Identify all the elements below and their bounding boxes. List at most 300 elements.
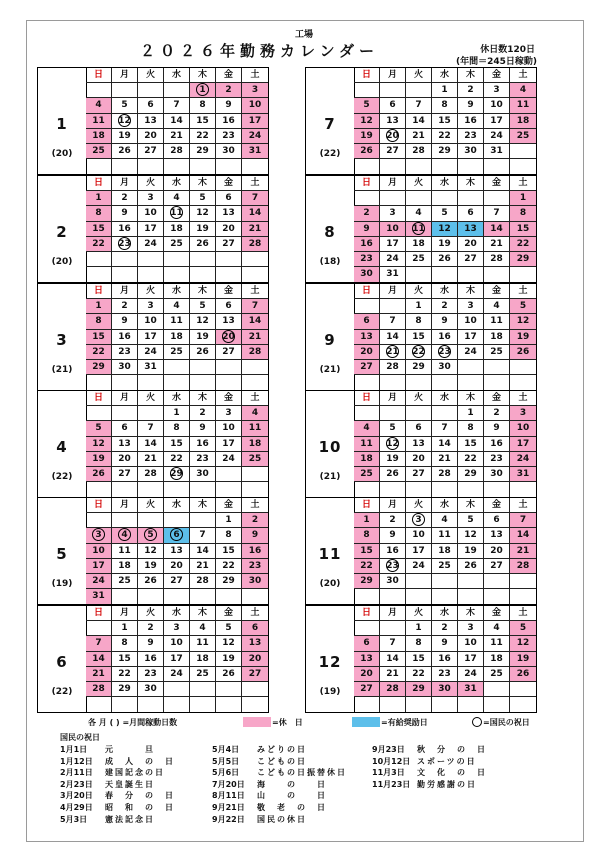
holiday-name: 国民の休日: [257, 814, 307, 824]
holiday-entry: [60, 779, 175, 791]
holiday-name: 海 の 日: [257, 779, 327, 789]
empty-cell: [216, 697, 242, 712]
empty-cell: [112, 697, 138, 712]
day-cell: 15: [86, 330, 112, 344]
week-row: [354, 667, 536, 682]
day-cell: 14: [138, 437, 164, 451]
day-cell: 18: [432, 544, 458, 558]
day-cell: 8: [510, 206, 536, 220]
weekday-header-row: [354, 68, 536, 83]
weekday-header: 水: [432, 68, 458, 82]
weekday-header-row: [354, 284, 536, 299]
day-cell: 25: [432, 559, 458, 573]
empty-cell: [432, 267, 458, 282]
day-cell: 1: [86, 191, 112, 205]
weekday-header: 金: [216, 68, 242, 82]
month-grid: [86, 176, 268, 282]
empty-cell: [354, 482, 380, 497]
holiday-name: 文 化 の 日: [417, 768, 487, 778]
day-cell: 3: [458, 299, 484, 313]
day-cell: 14: [510, 528, 536, 542]
month-workdays: (22): [51, 687, 73, 697]
month-workdays: (21): [51, 365, 73, 375]
holiday-entry: [60, 814, 175, 826]
empty-cell: [164, 513, 190, 527]
day-cell: 9: [190, 421, 216, 435]
empty-cell: [380, 299, 406, 313]
day-cell: 25: [406, 252, 432, 266]
holiday-date: 5月6日: [212, 768, 240, 778]
day-cell: 8: [86, 314, 112, 328]
day-cell: 20: [406, 452, 432, 466]
empty-cell: [190, 267, 216, 282]
day-cell: 18: [164, 330, 190, 344]
holiday-entry: [60, 756, 175, 768]
day-cell: 17: [458, 652, 484, 666]
weekday-header: 月: [112, 284, 138, 298]
week-row: [86, 667, 268, 682]
holiday-entry: [60, 767, 175, 779]
weekday-header: 金: [484, 284, 510, 298]
week-row: [86, 452, 268, 467]
empty-cell: [112, 252, 138, 266]
day-cell: 22: [164, 452, 190, 466]
week-row: [354, 574, 536, 589]
day-cell: 21: [242, 330, 268, 344]
month-block-6: [37, 605, 269, 713]
weekday-header-row: [86, 176, 268, 191]
month-label-cell: [38, 498, 87, 604]
day-cell: 24: [138, 345, 164, 359]
day-cell: 2: [242, 513, 268, 527]
day-cell: 8: [86, 206, 112, 220]
week-row: [354, 528, 536, 543]
day-cell: 12: [458, 528, 484, 542]
day-cell: 26: [510, 345, 536, 359]
empty-cell: [406, 159, 432, 174]
empty-cell: [164, 159, 190, 174]
month-workdays: (20): [51, 149, 73, 159]
month-block-8: [305, 175, 537, 283]
weekday-header: 日: [354, 176, 380, 190]
empty-cell: [190, 252, 216, 266]
week-row: [354, 513, 536, 528]
day-cell: 20: [354, 345, 380, 359]
weekday-header: 火: [406, 68, 432, 82]
day-cell: 31: [380, 267, 406, 282]
day-cell: 10: [484, 98, 510, 112]
empty-cell: [190, 482, 216, 497]
weekday-header: 木: [458, 176, 484, 190]
week-row: [354, 589, 536, 604]
weekday-header: 月: [112, 176, 138, 190]
day-cell: 11: [484, 636, 510, 650]
month-label-cell: [38, 176, 87, 282]
day-cell: 2: [432, 299, 458, 313]
day-cell: 21: [164, 129, 190, 143]
day-cell: 20: [242, 652, 268, 666]
day-cell: 14: [242, 314, 268, 328]
empty-cell: [86, 83, 112, 97]
day-cell: 9: [432, 314, 458, 328]
day-cell: 9: [112, 206, 138, 220]
day-cell: 7: [432, 421, 458, 435]
week-row: [86, 314, 268, 329]
holiday-date: 11月3日: [372, 768, 405, 778]
empty-cell: [86, 513, 112, 527]
week-row: [354, 222, 536, 237]
day-cell: 5: [86, 421, 112, 435]
day-cell: 26: [190, 237, 216, 251]
day-cell: 19: [138, 559, 164, 573]
holiday-date: 2月11日: [60, 768, 93, 778]
day-cell: 9: [432, 636, 458, 650]
month-block-9: [305, 283, 537, 391]
empty-cell: [242, 482, 268, 497]
empty-cell: [406, 574, 432, 588]
empty-cell: [164, 589, 190, 604]
day-cell: 1: [354, 513, 380, 527]
day-cell: 3: [484, 83, 510, 97]
empty-cell: [86, 267, 112, 282]
day-cell: 6: [112, 421, 138, 435]
day-cell: 27: [458, 252, 484, 266]
month-workdays: (22): [319, 149, 341, 159]
weekday-header: 日: [86, 176, 112, 190]
day-cell: 30: [242, 574, 268, 588]
weekday-header: 木: [190, 176, 216, 190]
week-row: [86, 330, 268, 345]
week-row: [86, 528, 268, 543]
month-workdays: (22): [51, 472, 73, 482]
week-row: [354, 559, 536, 574]
month-number: 12: [318, 653, 342, 671]
day-cell: 9: [242, 528, 268, 542]
day-cell: 2: [112, 191, 138, 205]
week-row: [354, 267, 536, 282]
day-cell: 22: [86, 345, 112, 359]
empty-cell: [484, 267, 510, 282]
day-cell: 5: [112, 98, 138, 112]
day-cell: 14: [164, 114, 190, 128]
day-cell: 20: [216, 330, 242, 344]
week-row: [86, 191, 268, 206]
day-cell: 25: [190, 667, 216, 681]
day-cell: 8: [432, 98, 458, 112]
day-cell: 3: [164, 621, 190, 635]
weekday-header: 水: [432, 176, 458, 190]
holiday-date: 5月3日: [60, 814, 88, 824]
day-cell: 4: [484, 621, 510, 635]
weekday-header: 月: [380, 606, 406, 620]
day-cell: 24: [216, 452, 242, 466]
month-grid: [86, 68, 268, 174]
day-cell: 29: [458, 467, 484, 481]
day-cell: 10: [138, 206, 164, 220]
day-cell: 26: [510, 667, 536, 681]
day-cell: 13: [242, 636, 268, 650]
day-cell: 21: [484, 237, 510, 251]
week-row: [354, 360, 536, 375]
empty-cell: [138, 513, 164, 527]
empty-cell: [484, 360, 510, 374]
day-cell: 2: [484, 406, 510, 420]
empty-cell: [112, 375, 138, 390]
empty-cell: [380, 697, 406, 712]
day-cell: 17: [86, 559, 112, 573]
week-row: [86, 621, 268, 636]
empty-cell: [86, 697, 112, 712]
holiday-name: 昭 和 の 日: [105, 802, 175, 812]
month-block-11: [305, 497, 537, 605]
week-row: [86, 129, 268, 144]
day-cell: 4: [112, 528, 138, 542]
day-cell: 13: [458, 222, 484, 236]
day-cell: 8: [406, 314, 432, 328]
empty-cell: [510, 697, 536, 712]
holiday-entry: [212, 756, 347, 768]
empty-cell: [484, 574, 510, 588]
weekday-header: 木: [190, 606, 216, 620]
empty-cell: [216, 467, 242, 481]
day-cell: 26: [190, 345, 216, 359]
day-cell: 1: [86, 299, 112, 313]
day-cell: 13: [216, 314, 242, 328]
day-cell: 16: [112, 222, 138, 236]
empty-cell: [138, 267, 164, 282]
week-row: [354, 636, 536, 651]
day-cell: 5: [138, 528, 164, 542]
weekday-header: 土: [518, 500, 528, 510]
day-cell: 20: [164, 559, 190, 573]
holiday-name: 元 旦: [105, 745, 155, 754]
day-cell: 16: [190, 437, 216, 451]
month-number: 5: [56, 545, 68, 563]
day-cell: 2: [112, 299, 138, 313]
week-row: [86, 360, 268, 375]
weekday-header: 水: [164, 391, 190, 405]
empty-cell: [458, 697, 484, 712]
holiday-name: こどもの日振替休日: [257, 768, 347, 778]
day-cell: 30: [484, 467, 510, 481]
weekday-header: 月: [112, 498, 138, 512]
week-row: [354, 314, 536, 329]
day-cell: 27: [354, 360, 380, 374]
holiday-date: 10月12日: [372, 756, 411, 766]
holiday-column: [372, 744, 487, 790]
day-cell: 26: [354, 144, 380, 158]
day-cell: 21: [380, 667, 406, 681]
month-grid: [354, 68, 536, 174]
week-row: [86, 636, 268, 651]
month-grid: [86, 498, 268, 604]
month-block-3: [37, 283, 269, 391]
empty-cell: [190, 682, 216, 696]
empty-cell: [484, 375, 510, 390]
empty-cell: [242, 159, 268, 174]
day-cell: 11: [190, 636, 216, 650]
day-cell: 28: [380, 360, 406, 374]
day-cell: 12: [216, 636, 242, 650]
weekday-header: 日: [354, 391, 380, 405]
weekday-header: 木: [190, 498, 216, 512]
day-cell: 30: [112, 360, 138, 374]
day-cell: 21: [138, 452, 164, 466]
day-cell: 4: [432, 513, 458, 527]
day-cell: 15: [190, 114, 216, 128]
empty-cell: [354, 83, 380, 97]
weekday-header: 土: [250, 393, 260, 403]
day-cell: 18: [112, 559, 138, 573]
holiday-name: 成 人 の 日: [105, 756, 175, 766]
weekday-header-row: [86, 391, 268, 406]
week-row: [354, 237, 536, 252]
holiday-date: 4月29日: [60, 802, 93, 812]
holiday-entry: [212, 779, 347, 791]
empty-cell: [190, 697, 216, 712]
day-cell: 10: [164, 636, 190, 650]
day-cell: 19: [190, 222, 216, 236]
empty-cell: [86, 406, 112, 420]
day-cell: 25: [112, 574, 138, 588]
weekday-header-row: [86, 68, 268, 83]
day-cell: 19: [190, 330, 216, 344]
day-cell: 11: [164, 206, 190, 220]
weekday-header: 火: [138, 68, 164, 82]
day-cell: 29: [406, 360, 432, 374]
week-row: [354, 652, 536, 667]
day-cell: 13: [112, 437, 138, 451]
weekday-header-row: [354, 391, 536, 406]
week-row: [86, 513, 268, 528]
holiday-entry: [212, 802, 347, 814]
empty-cell: [138, 406, 164, 420]
holiday-date: 9月23日: [372, 745, 405, 754]
empty-cell: [380, 159, 406, 174]
day-cell: 25: [164, 237, 190, 251]
holiday-date: 5月4日: [212, 745, 240, 754]
day-cell: 26: [86, 467, 112, 481]
empty-cell: [242, 360, 268, 374]
day-cell: 15: [458, 437, 484, 451]
empty-cell: [510, 482, 536, 497]
day-cell: 27: [164, 574, 190, 588]
month-workdays: (19): [319, 687, 341, 697]
day-cell: 29: [112, 682, 138, 696]
day-cell: 19: [216, 652, 242, 666]
day-cell: 25: [354, 467, 380, 481]
day-cell: 19: [86, 452, 112, 466]
weekday-header: 土: [518, 70, 528, 80]
day-cell: 10: [216, 421, 242, 435]
day-cell: 23: [242, 559, 268, 573]
day-cell: 26: [458, 559, 484, 573]
day-cell: 3: [406, 513, 432, 527]
day-cell: 19: [354, 129, 380, 143]
empty-cell: [484, 682, 510, 696]
empty-cell: [138, 252, 164, 266]
month-number: 2: [56, 223, 68, 241]
weekday-header: 水: [432, 284, 458, 298]
day-cell: 13: [138, 114, 164, 128]
day-cell: 2: [432, 621, 458, 635]
day-cell: 17: [458, 330, 484, 344]
empty-cell: [432, 697, 458, 712]
day-cell: 3: [242, 83, 268, 97]
weekday-header: 火: [138, 284, 164, 298]
day-cell: 17: [510, 437, 536, 451]
weekday-header: 金: [484, 606, 510, 620]
day-cell: 6: [484, 513, 510, 527]
empty-cell: [354, 375, 380, 390]
day-cell: 7: [138, 421, 164, 435]
week-row: [86, 682, 268, 697]
holiday-date: 1月1日: [60, 745, 88, 754]
empty-cell: [458, 267, 484, 282]
empty-cell: [484, 589, 510, 604]
day-cell: 3: [458, 621, 484, 635]
holiday-name: 憲法記念日: [105, 814, 155, 824]
annual-workdays-note: (年間＝245日稼動): [455, 57, 537, 67]
empty-cell: [164, 252, 190, 266]
month-number: 8: [324, 223, 336, 241]
holiday-entry: [372, 744, 487, 756]
month-number: 9: [324, 331, 336, 349]
empty-cell: [510, 144, 536, 158]
day-cell: 15: [216, 544, 242, 558]
day-cell: 3: [138, 191, 164, 205]
day-cell: 27: [216, 237, 242, 251]
week-row: [354, 544, 536, 559]
day-cell: 10: [458, 314, 484, 328]
day-cell: 6: [354, 314, 380, 328]
day-cell: 14: [190, 544, 216, 558]
week-row: [354, 375, 536, 390]
day-cell: 12: [354, 114, 380, 128]
holiday-entry: [60, 802, 175, 814]
day-cell: 26: [380, 467, 406, 481]
day-cell: 13: [164, 544, 190, 558]
weekday-header-row: [86, 284, 268, 299]
empty-cell: [432, 406, 458, 420]
empty-cell: [458, 191, 484, 205]
empty-cell: [86, 159, 112, 174]
day-cell: 30: [380, 574, 406, 588]
empty-cell: [86, 375, 112, 390]
empty-cell: [458, 159, 484, 174]
holiday-name: 敬 老 の 日: [257, 802, 327, 812]
empty-cell: [380, 589, 406, 604]
day-cell: 7: [164, 98, 190, 112]
day-cell: 16: [138, 652, 164, 666]
weekday-header: 金: [216, 391, 242, 405]
day-cell: 28: [86, 682, 112, 696]
month-block-2: [37, 175, 269, 283]
empty-cell: [138, 159, 164, 174]
day-cell: 12: [190, 314, 216, 328]
week-row: [354, 252, 536, 267]
day-cell: 7: [242, 191, 268, 205]
empty-cell: [216, 682, 242, 696]
day-cell: 23: [380, 559, 406, 573]
weekday-header: 土: [250, 178, 260, 188]
weekday-header: 木: [458, 498, 484, 512]
day-cell: 23: [354, 252, 380, 266]
day-cell: 28: [484, 252, 510, 266]
day-cell: 10: [380, 222, 406, 236]
day-cell: 17: [484, 114, 510, 128]
week-row: [354, 621, 536, 636]
